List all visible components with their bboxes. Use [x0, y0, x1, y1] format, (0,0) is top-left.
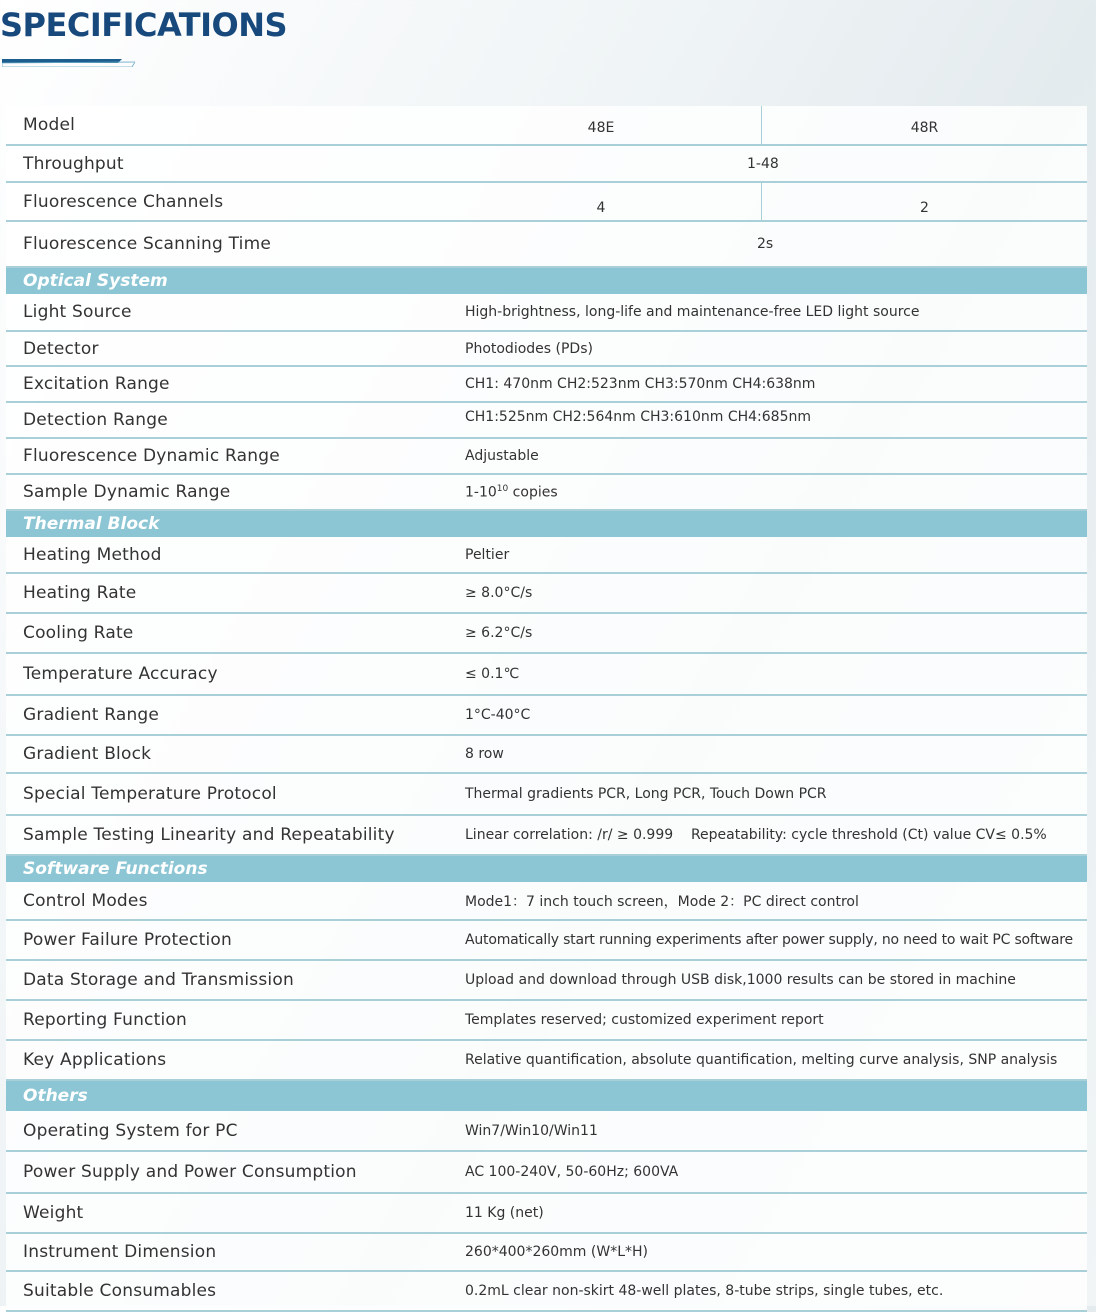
- spec-label: Gradient Range: [6, 695, 441, 735]
- section-header-others: [6, 1080, 1087, 1111]
- spec-value: 8 row: [441, 735, 1087, 773]
- spec-label: Sample Dynamic Range: [6, 474, 441, 510]
- spec-row: [6, 1000, 1087, 1040]
- spec-label: Key Applications: [6, 1040, 441, 1080]
- spec-row: [6, 920, 1087, 960]
- section-title: Optical System: [6, 267, 1087, 294]
- spec-label: Excitation Range: [6, 366, 441, 402]
- spec-label: Reporting Function: [6, 1000, 441, 1040]
- spec-row: [6, 653, 1087, 695]
- spec-label: Fluorescence Scanning Time: [6, 221, 441, 267]
- spec-row: [6, 613, 1087, 653]
- spec-value: CH1: 470nm CH2:523nm CH3:570nm CH4:638nm: [441, 366, 1087, 402]
- spec-label: Detection Range: [6, 402, 441, 438]
- spec-value: ≥ 8.0°C/s: [441, 573, 1087, 613]
- spec-value: CH1:525nm CH2:564nm CH3:610nm CH4:685nm: [441, 402, 1087, 438]
- spec-label: Weight: [6, 1193, 441, 1233]
- spec-value: ≤ 0.1℃: [441, 653, 1087, 695]
- spec-label: Special Temperature Protocol: [6, 773, 441, 815]
- spec-value: 11 Kg (net): [441, 1193, 1087, 1233]
- spec-row: [6, 331, 1087, 366]
- spec-row: [6, 882, 1087, 920]
- spec-table: [6, 106, 1087, 1312]
- spec-row: [6, 1040, 1087, 1080]
- spec-row: [6, 294, 1087, 331]
- spec-row: [6, 402, 1087, 438]
- title-underline-decoration: [2, 59, 135, 67]
- spec-value: ≥ 6.2°C/s: [441, 613, 1087, 653]
- spec-row: [6, 1193, 1087, 1233]
- spec-value-48r-channels: 2: [920, 200, 929, 216]
- spec-label: Sample Testing Linearity and Repeatability: [6, 815, 441, 855]
- spec-label: Temperature Accuracy: [6, 653, 441, 695]
- section-header-optical: [6, 267, 1087, 294]
- spec-label: Instrument Dimension: [6, 1233, 441, 1271]
- spec-label: Fluorescence Dynamic Range: [6, 438, 441, 474]
- spec-value: Automatically start running experiments after power supply, no need to wait PC software: [441, 920, 1087, 960]
- section-title: Thermal Block: [6, 510, 1087, 537]
- spec-value: 260*400*260mm (W*L*H): [441, 1233, 1087, 1271]
- spec-label: Control Modes: [6, 882, 441, 920]
- spec-row: [6, 366, 1087, 402]
- spec-value: 1-48: [441, 145, 1087, 182]
- value-superscript: 10: [496, 483, 509, 494]
- spec-label: Power Failure Protection: [6, 920, 441, 960]
- spec-label: Cooling Rate: [6, 613, 441, 653]
- spec-value: Win7/Win10/Win11: [441, 1111, 1087, 1151]
- spec-label: Operating System for PC: [6, 1111, 441, 1151]
- page-title: SPECIFICATIONS: [0, 6, 288, 44]
- spec-row: [6, 773, 1087, 815]
- spec-row: [6, 735, 1087, 773]
- spec-label: Data Storage and Transmission: [6, 960, 441, 1000]
- spec-label: Power Supply and Power Consumption: [6, 1151, 441, 1193]
- spec-row: [6, 1151, 1087, 1193]
- spec-value: Linear correlation: /r/ ≥ 0.999 Repeatability: cycle threshold (Ct) value CV≤ 0.5%: [441, 815, 1087, 855]
- spec-value: Thermal gradients PCR, Long PCR, Touch Down PCR: [441, 773, 1087, 815]
- spec-label: Light Source: [6, 294, 441, 331]
- section-header-software: [6, 855, 1087, 882]
- spec-value-48e-channels: 4: [441, 183, 762, 220]
- spec-row: [6, 537, 1087, 573]
- spec-row-channels: [6, 182, 1087, 221]
- spec-value: AC 100-240V, 50-60Hz; 600VA: [441, 1151, 1087, 1193]
- spec-value: Templates reserved; customized experiment report: [441, 1000, 1087, 1040]
- spec-label: Heating Method: [6, 537, 441, 573]
- spec-label: Fluorescence Channels: [6, 182, 441, 221]
- spec-value: 1°C-40°C: [441, 695, 1087, 735]
- spec-value-48e: 48E: [441, 106, 762, 144]
- spec-label: Gradient Block: [6, 735, 441, 773]
- spec-label: Suitable Consumables: [6, 1271, 441, 1311]
- spec-value: 2s: [441, 221, 1087, 267]
- spec-row-throughput: [6, 145, 1087, 182]
- spec-row: [6, 1271, 1087, 1311]
- spec-value: Mode1：7 inch touch screen，Mode 2：PC direct control: [441, 882, 1087, 920]
- spec-row: [6, 1233, 1087, 1271]
- spec-value-48r: 48R: [910, 120, 939, 136]
- spec-label: Throughput: [6, 145, 441, 182]
- spec-value: Relative quantification, absolute quantification, melting curve analysis, SNP analysis: [441, 1040, 1087, 1080]
- spec-row: [6, 474, 1087, 510]
- spec-row: [6, 438, 1087, 474]
- spec-value: Peltier: [441, 537, 1087, 573]
- spec-value: Upload and download through USB disk,1000 results can be stored in machine: [441, 960, 1087, 1000]
- spec-row: [6, 573, 1087, 613]
- spec-value: 0.2mL clear non-skirt 48-well plates, 8-tube strips, single tubes, etc.: [441, 1271, 1087, 1311]
- section-title: Software Functions: [6, 855, 1087, 882]
- spec-value-sample-dynamic-range: [441, 474, 1087, 510]
- spec-value: High-brightness, long-life and maintenance-free LED light source: [441, 294, 1087, 331]
- section-title: Others: [6, 1080, 1087, 1111]
- spec-row: [6, 960, 1087, 1000]
- spec-row: [6, 695, 1087, 735]
- spec-row: [6, 1111, 1087, 1151]
- spec-row: [6, 815, 1087, 855]
- value-suffix: copies: [508, 484, 558, 501]
- spec-row-model: [6, 106, 1087, 145]
- value-prefix: 1-10: [465, 484, 497, 501]
- spec-value: Adjustable: [441, 438, 1087, 474]
- spec-label: Heating Rate: [6, 573, 441, 613]
- spec-value: Photodiodes (PDs): [441, 331, 1087, 366]
- spec-row-scan-time: [6, 221, 1087, 267]
- section-header-thermal: [6, 510, 1087, 537]
- spec-label: Model: [6, 106, 441, 145]
- spec-label: Detector: [6, 331, 441, 366]
